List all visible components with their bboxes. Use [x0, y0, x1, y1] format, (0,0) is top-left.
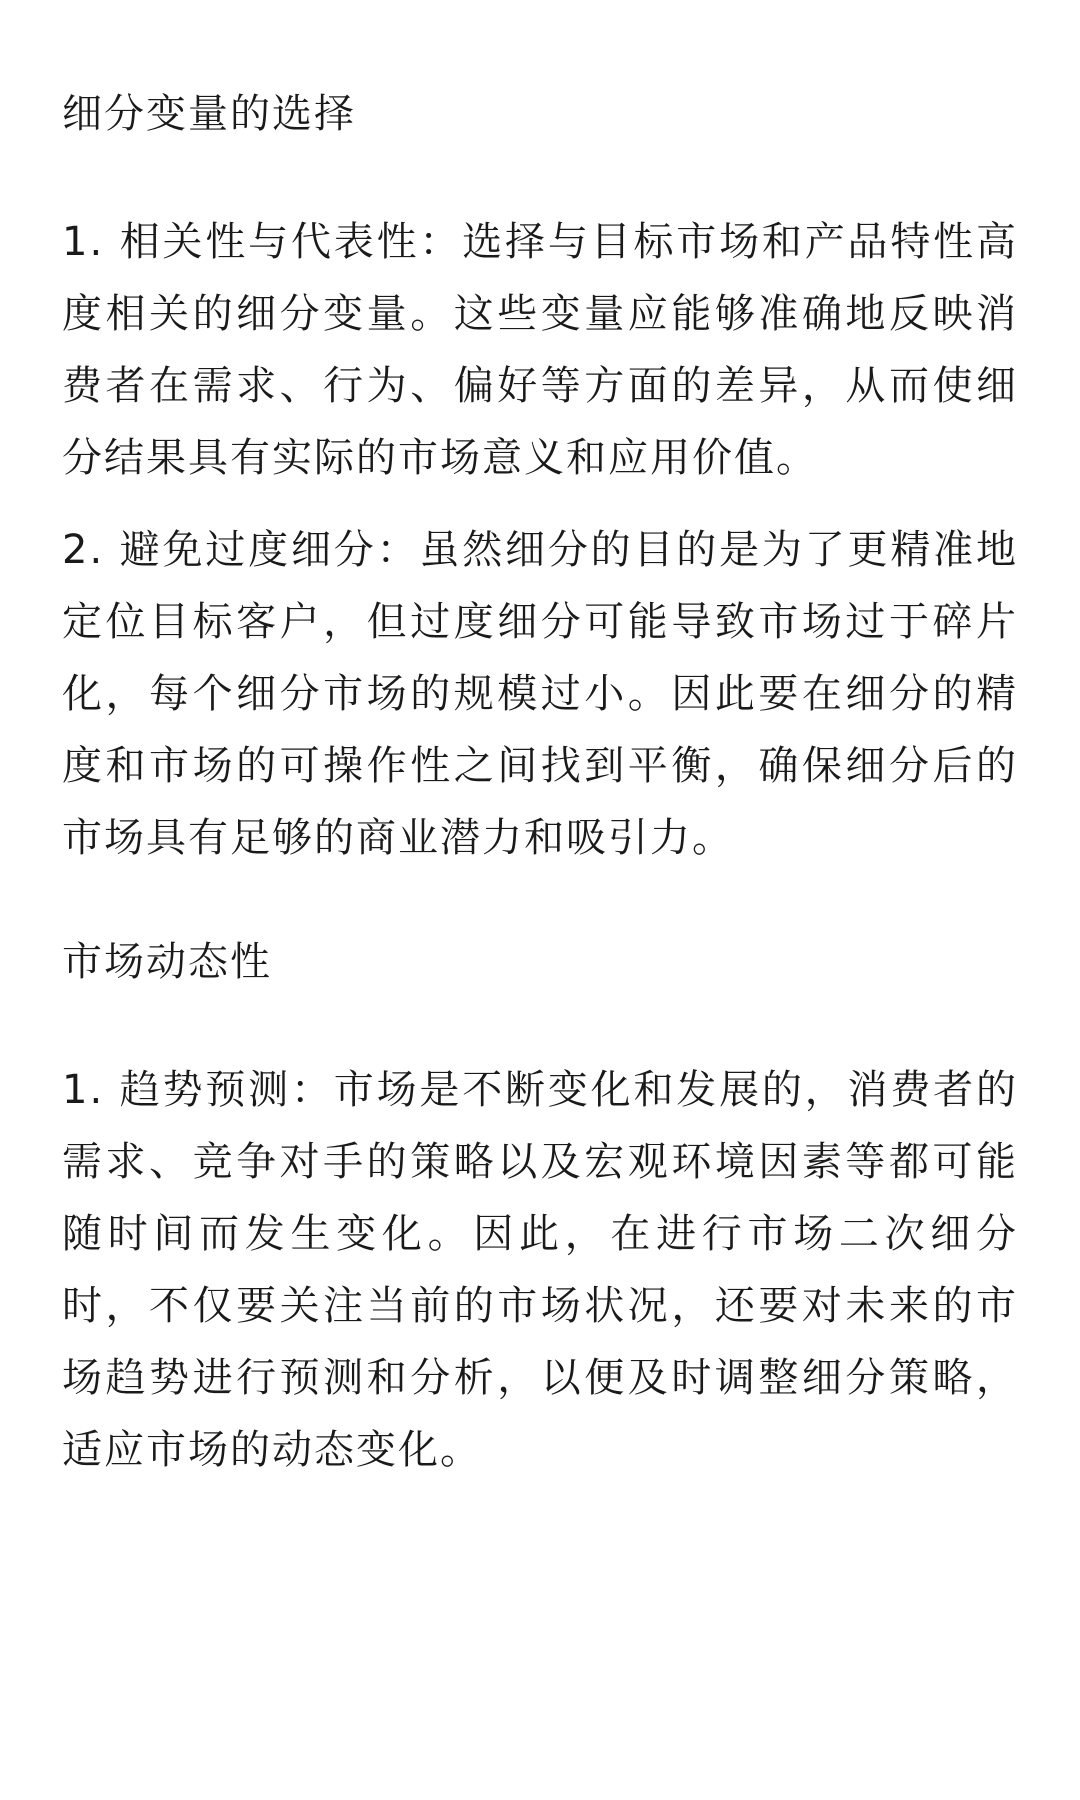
paragraph-trend-forecast: 1. 趋势预测：市场是不断变化和发展的，消费者的需求、竞争对手的策略以及宏观环境因素等都可能随时间而发生变化。因此，在进行市场二次细分时，不仅要关注当前的市场状况，还要对未来的市场趋势进行预测和分析，以便及时调整细分策略，适应市场的动态变化。	[62, 1067, 1018, 1473]
paragraph-relevance: 1. 相关性与代表性：选择与目标市场和产品特性高度相关的细分变量。这些变量应能够准确地反映消费者在需求、行为、偏好等方面的差异，从而使细分结果具有实际的市场意义和应用价值。	[62, 219, 1018, 481]
section-heading-market-dynamics: 市场动态性	[62, 939, 272, 985]
paragraph-avoid-over-segmentation: 2. 避免过度细分：虽然细分的目的是为了更精准地定位目标客户，但过度细分可能导致市场过于碎片化，每个细分市场的规模过小。因此要在细分的精度和市场的可操作性之间找到平衡，确保细分后的市场具有足够的商业潜力和吸引力。	[62, 527, 1018, 861]
section-heading-segmentation-variables: 细分变量的选择	[62, 91, 356, 137]
article-body	[62, 88, 1018, 1486]
